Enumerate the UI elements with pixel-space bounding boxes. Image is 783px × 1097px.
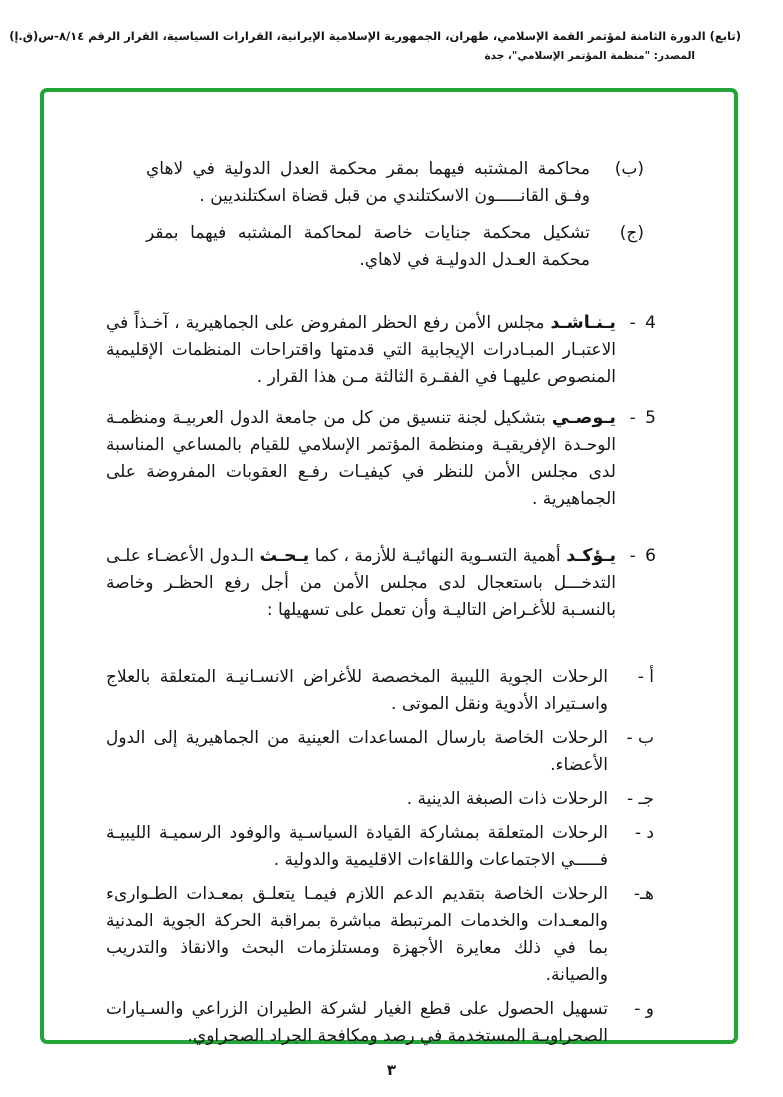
lettered-list xyxy=(146,156,644,274)
sub-item-j xyxy=(106,786,654,813)
item-text: الرحلات الجوية الليبية المخصصة للأغراض الانسـانيـة المتعلقة بالعلاج واسـتيراد الأدوية ونقل الموتى . xyxy=(106,667,608,714)
header-title: (تابع) الدورة الثامنة لمؤتمر القمة الإسلامي، طهران، الجمهورية الإسلامية الإيرانية، القرارات السياسية، القرار الرقم ٨/١٤-س(ق.إ) xyxy=(9,29,741,43)
numbered-list xyxy=(106,310,658,624)
header-source: المصدر: "منظمة المؤتمر الإسلامي"، جدة xyxy=(484,50,695,62)
item-text: تسهيل الحصول على قطع الغيار لشركة الطيران الزراعي والسـيارات الصحراويـة المستخدمة في رصد ومكافحة الجراد الصحراوي. xyxy=(106,999,608,1046)
item-text: الرحلات الخاصة بارسال المساعدات العينية من الجماهيرية إلى الدول الأعضاء. xyxy=(106,728,608,775)
item-lead-word-2: يـحـث xyxy=(259,546,310,566)
sub-item-w xyxy=(106,996,654,1050)
sub-list xyxy=(106,664,654,1050)
item-marker: جـ - xyxy=(626,789,654,809)
list-item-6 xyxy=(106,543,658,624)
item-lead-word: يـنـاشـد xyxy=(550,313,617,333)
list-item-4 xyxy=(106,310,658,391)
document-body xyxy=(44,92,734,1050)
document-header xyxy=(9,28,741,62)
item-text: محاكمة المشتبه فيهما بمقر محكمة العدل الدولية في لاهاي وفـق القانـــــون الاسكتلندي من قبل قضاة اسكتلنديين . xyxy=(146,159,590,206)
item-marker: أ - xyxy=(637,667,654,687)
sub-item-h xyxy=(106,881,654,989)
item-text: تشكيل محكمة جنايات خاصة لمحاكمة المشتبه فيهما بمقر محكمة العـدل الدوليـة في لاهاي. xyxy=(146,223,590,270)
page-number: ٣ xyxy=(386,1061,397,1079)
list-item-j xyxy=(146,220,644,274)
item-text xyxy=(106,310,616,391)
item-text: الرحلات المتعلقة بمشاركة القيادة السياسـية والوفود الرسميـة الليبيـة فـــــي الاجتماعات واللقاءات الاقليمية والدولية . xyxy=(106,823,608,870)
sub-item-b xyxy=(106,725,654,779)
sub-item-a xyxy=(106,664,654,718)
item-text xyxy=(106,405,616,513)
item-marker: د - xyxy=(634,823,654,843)
list-item-5 xyxy=(106,405,658,513)
item-marker: (ج) xyxy=(619,223,644,243)
item-text: الرحلات ذات الصبغة الدينية . xyxy=(406,789,608,809)
item-marker: هـ- xyxy=(633,884,654,904)
item-marker: 5 - xyxy=(629,408,658,428)
item-marker: 4 - xyxy=(629,313,658,333)
sub-item-d xyxy=(106,820,654,874)
item-marker: و - xyxy=(634,999,654,1019)
item-marker: (ب) xyxy=(614,159,644,179)
item-marker: ب - xyxy=(626,728,654,748)
item-marker: 6 - xyxy=(629,546,658,566)
item-body-text: أهمية التسـوية النهائيـة للأزمة ، كما xyxy=(314,546,561,566)
list-item-b xyxy=(146,156,644,210)
item-body-text-2: الـدول الأعضـاء علـى التدخـــل باستعجال لدى مجلس الأمن من أجل رفع الحظـر وخاصة بالنسـبة للأغـراض التاليـة وأن تعمل على تسهيلها : xyxy=(106,546,616,620)
item-text: الرحلات الخاصة بتقديم الدعم اللازم فيمـا يتعلـق بمعـدات الطـوارىء والمعـدات والخدمات المرتبطة مباشرة بمراقبة الحركة الجوية المدنية بما في ذلك معايرة الأجهزة ومستلزمات البحث والانقاذ والتدريب والصيانة. xyxy=(106,884,608,985)
item-body-text: مجلس الأمن رفع الحظر المفروض على الجماهيرية ، آخـذاً في الاعتبـار المبـادرات الإيجابية التي قدمتها واقتراحات المنظمات الإقليمية المنصوص عليهـا في الفقـرة الثالثة مـن هذا القرار . xyxy=(106,313,616,387)
item-text xyxy=(106,543,616,624)
content-frame xyxy=(40,88,738,1044)
item-body-text: بتشكيل لجنة تنسيق من كل من جامعة الدول العربيـة ومنظمـة الوحـدة الإفريقيـة ومنظمة المؤتمر الإسلامي للقيام بالمساعي المناسبة لدى مجلس الأمن للنظر في كيفيـات رفـع العقوبات المفروضة على الجماهيرية . xyxy=(106,408,616,509)
item-lead-word: يـؤكـد xyxy=(566,546,617,566)
item-lead-word: يـوصـي xyxy=(551,408,616,428)
